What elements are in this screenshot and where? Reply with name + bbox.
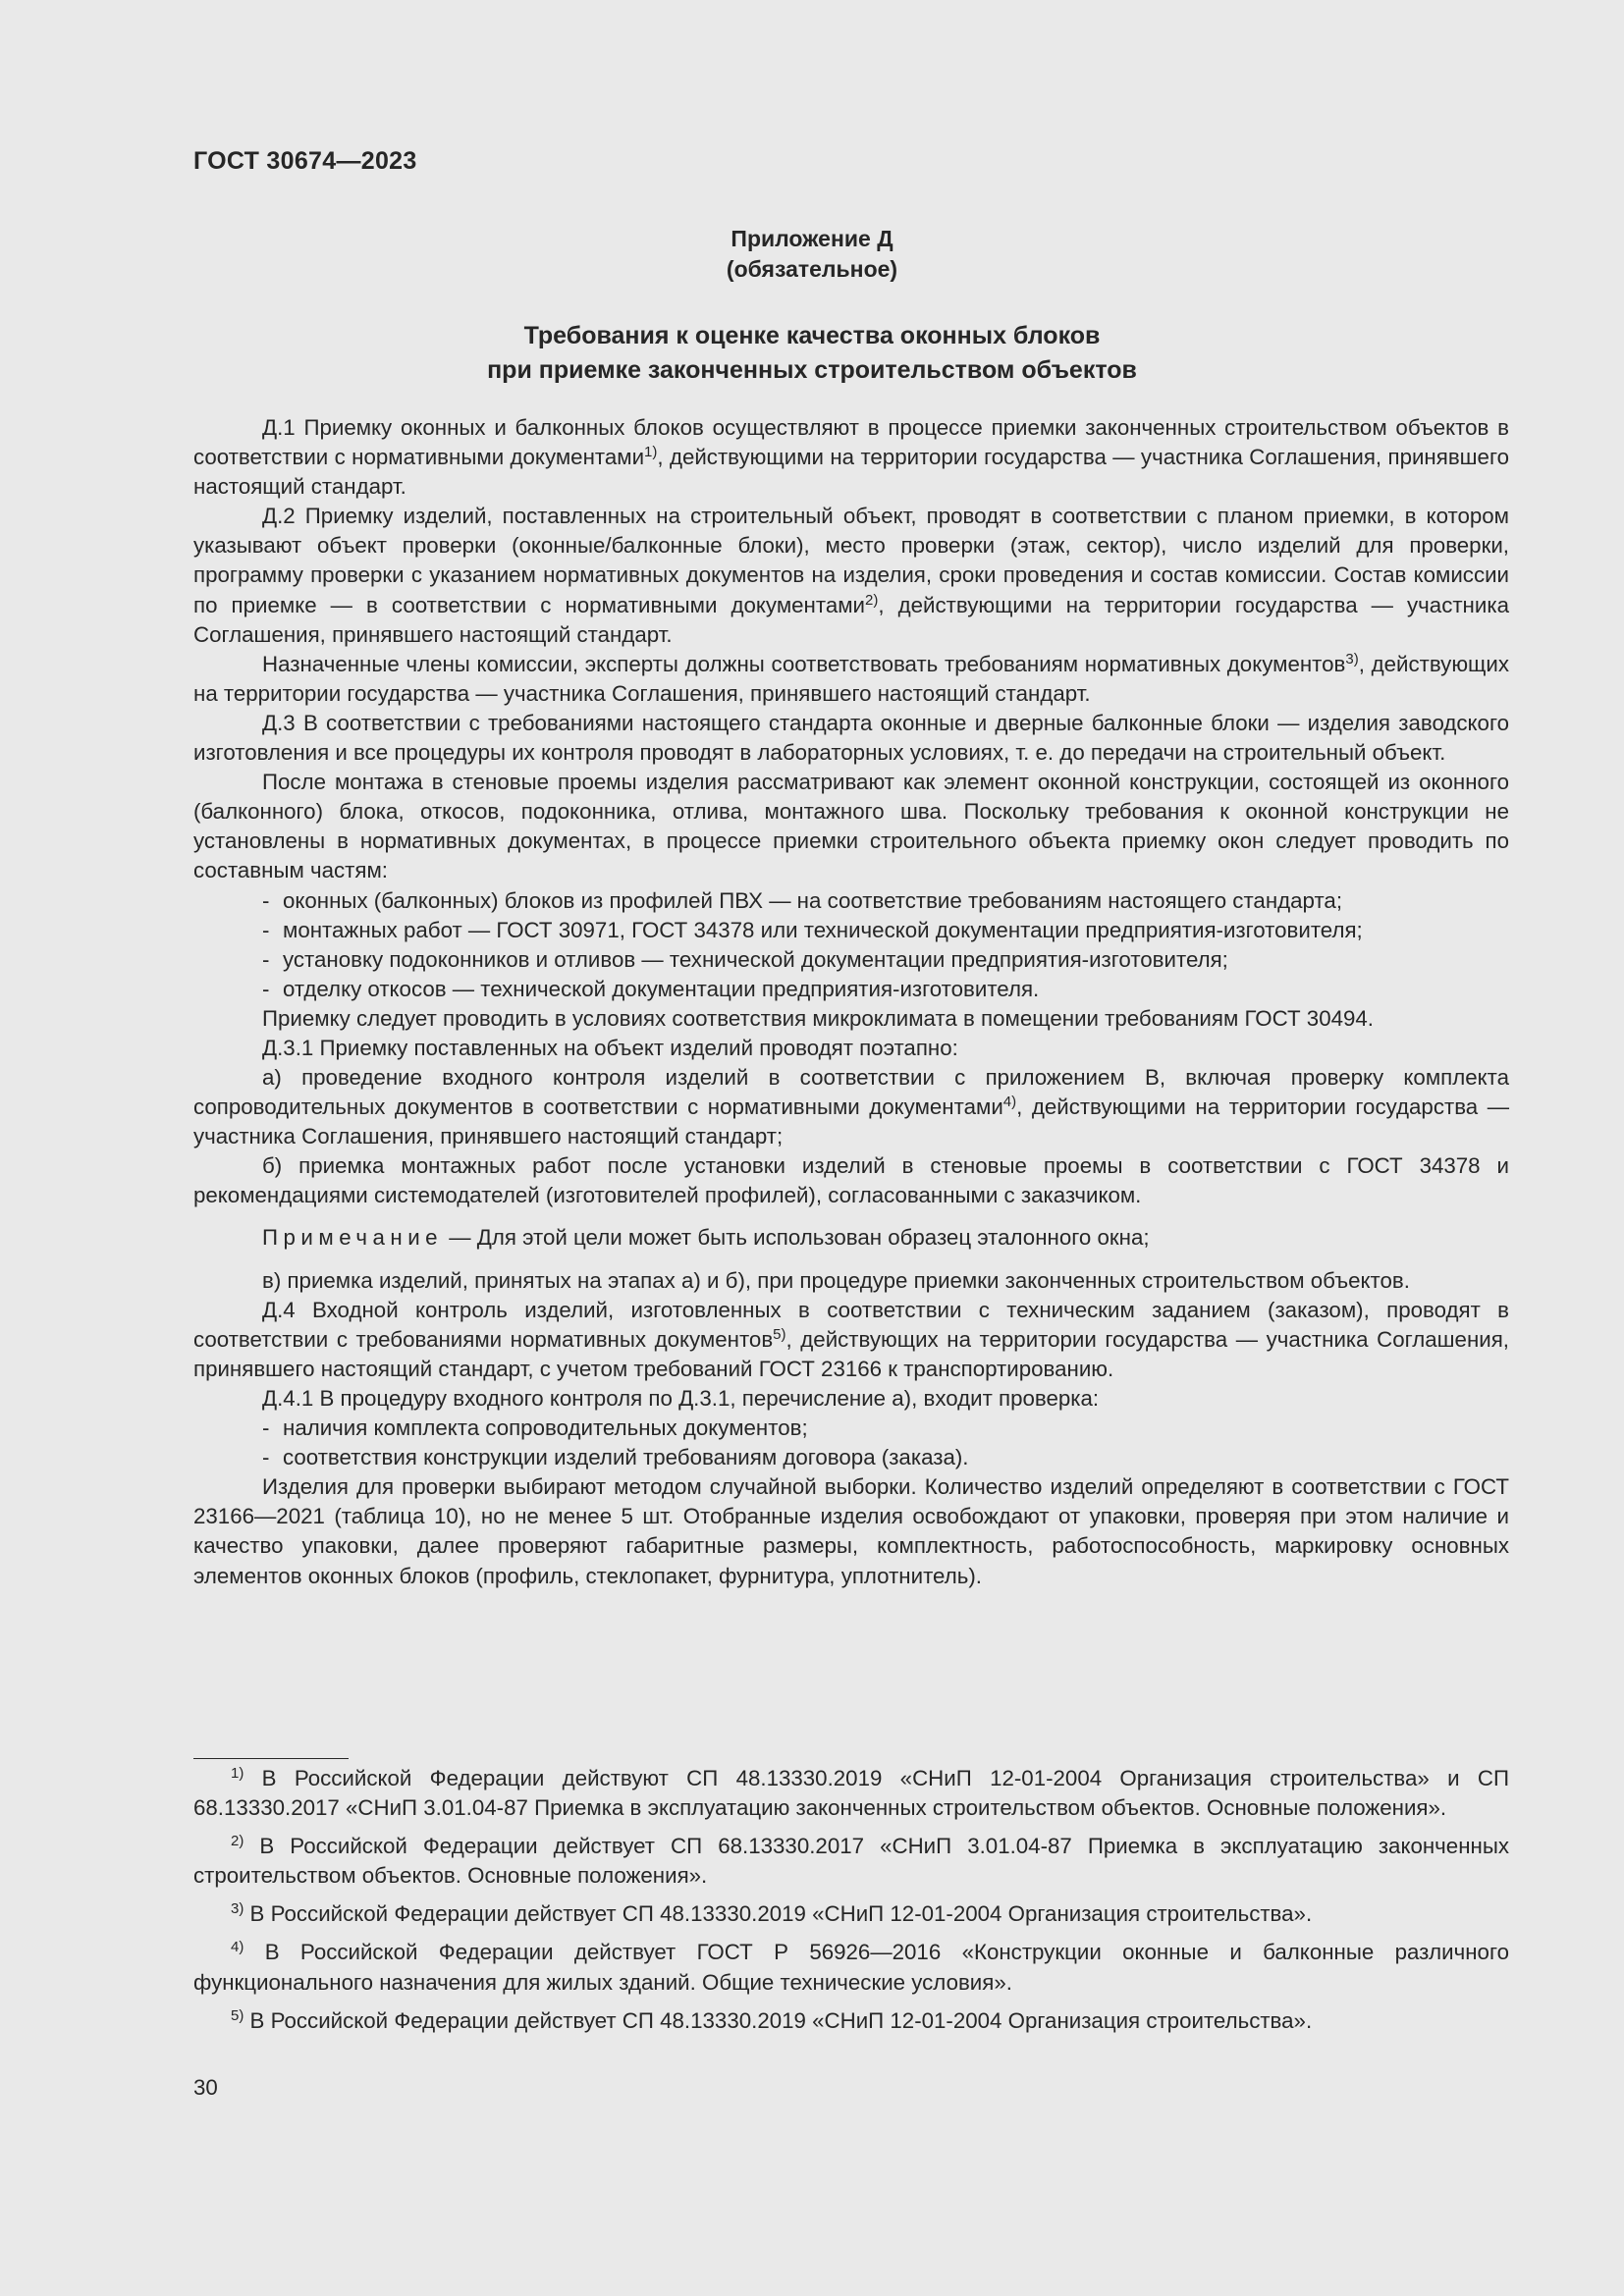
body-text <box>193 413 1509 1591</box>
paragraph-commission-members: Назначенные члены комиссии, эксперты должны соответствовать требованиям нормативных документов$^{3)}$, действующих на территории государства — участника Соглашения, принявшего настоящий стандарт. <box>193 650 1509 706</box>
paragraph-d2: Д.2 Приемку изделий, поставленных на строительный объект, проводят в соответствии с планом приемки, в котором указывают объект проверки (оконные/балконные блоки), место проверки (этаж, сектор), число изделий для проверки, программу проверки с указанием нормативных документов на изделия, сроки проведения и состав комиссии. Состав комиссии по приемке — в соответствии с нормативными документами$^{2)}$, действующими на территории государства — участника Соглашения, принявшего настоящий стандарт. <box>193 504 1509 647</box>
footnote: $^{4)}$ В Российской Федерации действует ГОСТ Р 56926—2016 «Конструкции оконные и балконные различного функционального назначения для жилых зданий. Общие технические условия». <box>193 1939 1509 1995</box>
paragraph-item-a: а) проведение входного контроля изделий в соответствии с приложением В, включая проверку комплекта сопроводительных документов в соответствии с нормативными документами$^{4)}$, действующими на территории государства — участника Соглашения, принявшего настоящий стандарт; <box>193 1065 1509 1149</box>
footnote-ref-5[interactable]: 5) <box>773 1325 786 1343</box>
page-number: 30 <box>193 2075 218 2100</box>
note-text: — Для этой цели может быть использован образец эталонного окна; <box>443 1224 1150 1250</box>
appendix-label: Приложение Д <box>731 226 893 251</box>
list-item: - отделку откосов — технической документации предприятия-изготовителя. <box>262 976 1040 1001</box>
title-line-2: при приемке законченных строительством объектов <box>487 356 1137 384</box>
paragraph-after-installation: После монтажа в стеновые проемы изделия рассматривают как элемент оконной конструкции, состоящей из оконного (балконного) блока, откосов, подоконника, отлива, монтажного шва. Поскольку требования к оконной конструкции не установлены в нормативных документах, в процессе приемки строительного объекта приемку окон следует проводить по составным частям: <box>193 770 1509 883</box>
title-line-1: Требования к оценке качества оконных блоков <box>523 322 1101 349</box>
list-item: - соответствия конструкции изделий требованиям договора (заказа). <box>262 1445 969 1470</box>
footnote: $^{3)}$ В Российской Федерации действует СП 48.13330.2019 «СНиП 12-01-2004 Организация строительства». <box>231 1900 1313 1927</box>
list-item: - монтажных работ — ГОСТ 30971, ГОСТ 34378 или технической документации предприятия-изготовителя; <box>262 917 1363 942</box>
note-label: Примечание <box>262 1224 444 1250</box>
paragraph-d1: Д.1 Приемку оконных и балконных блоков осуществляют в процессе приемки законченных строительством объектов в соответствии с нормативными документами$^{1)}$, действующими на территории государства — участника Соглашения, принявшего настоящий стандарт. <box>193 415 1509 500</box>
list-item: - оконных (балконных) блоков из профилей ПВХ — на соответствие требованиям настоящего стандарта; <box>262 887 1343 913</box>
footnote-ref-1[interactable]: 1) <box>644 444 658 461</box>
footnotes <box>193 1764 1509 2045</box>
footnote-separator <box>193 1758 349 1759</box>
paragraph-d3-1: Д.3.1 Приемку поставленных на объект изделий проводят поэтапно: <box>262 1035 958 1060</box>
paragraph-d3: Д.3 В соответствии с требованиями настоящего стандарта оконные и дверные балконные блоки — изделия заводского изготовления и все процедуры их контроля проводят в лабораторных условиях, т. е. до передачи на строительный объект. <box>193 710 1509 766</box>
footnote: $^{5)}$ В Российской Федерации действует СП 48.13330.2019 «СНиП 12-01-2004 Организация строительства». <box>231 2006 1313 2033</box>
paragraph-d4: Д.4 Входной контроль изделий, изготовленных в соответствии с техническим заданием (заказом), проводят в соответствии с требованиями нормативных документов$^{5)}$, действующих на территории государства — участника Соглашения, принявшего настоящий стандарт, с учетом требований ГОСТ 23166 к транспортированию. <box>193 1297 1509 1381</box>
footnote-ref-3[interactable]: 3) <box>1345 650 1359 667</box>
appendix-title <box>0 319 1624 388</box>
list-item: - наличия комплекта сопроводительных документов; <box>262 1415 808 1441</box>
appendix-status: (обязательное) <box>726 256 898 282</box>
note <box>193 1223 1509 1253</box>
paragraph-item-v: в) приемка изделий, принятых на этапах а) и б), при процедуре приемки законченных строительством объектов. <box>262 1267 1410 1293</box>
footnote-ref-2[interactable]: 2) <box>865 591 879 609</box>
footnote: $^{1)}$ В Российской Федерации действуют СП 48.13330.2019 «СНиП 12-01-2004 Организация строительства» и СП 68.13330.2017 «СНиП 3.01.04-87 Приемка в эксплуатацию законченных строительством объектов. Основные положения». <box>193 1765 1509 1821</box>
footnote: $^{2)}$ В Российской Федерации действует СП 68.13330.2017 «СНиП 3.01.04-87 Приемка в эксплуатацию законченных строительством объектов. Основные положения». <box>193 1833 1509 1889</box>
paragraph-microclimate: Приемку следует проводить в условиях соответствия микроклимата в помещении требованиям ГОСТ 30494. <box>262 1005 1375 1031</box>
list-item: - установку подоконников и отливов — технической документации предприятия-изготовителя; <box>262 946 1228 972</box>
footnote-ref-4[interactable]: 4) <box>1002 1094 1017 1111</box>
paragraph-sampling: Изделия для проверки выбирают методом случайной выборки. Количество изделий определяют в соответствии с ГОСТ 23166—2021 (таблица 10), но не менее 5 шт. Отобранные изделия освобождают от упаковки, проверяя при этом наличие и качество упаковки, далее проверяют габаритные размеры, комплектность, работоспособность, маркировку основных элементов оконных блоков (профиль, стеклопакет, фурнитура, уплотнитель). <box>193 1474 1509 1588</box>
paragraph-d4-1: Д.4.1 В процедуру входного контроля по Д.3.1, перечисление а), входит проверка: <box>262 1386 1100 1411</box>
document-code-header: ГОСТ 30674—2023 <box>193 147 417 175</box>
appendix-heading <box>0 224 1624 285</box>
paragraph-item-b: б) приемка монтажных работ после установки изделий в стеновые проемы в соответствии с ГОСТ 34378 и рекомендациями системодателей (изготовителей профилей), согласованными с заказчиком. <box>193 1153 1509 1208</box>
